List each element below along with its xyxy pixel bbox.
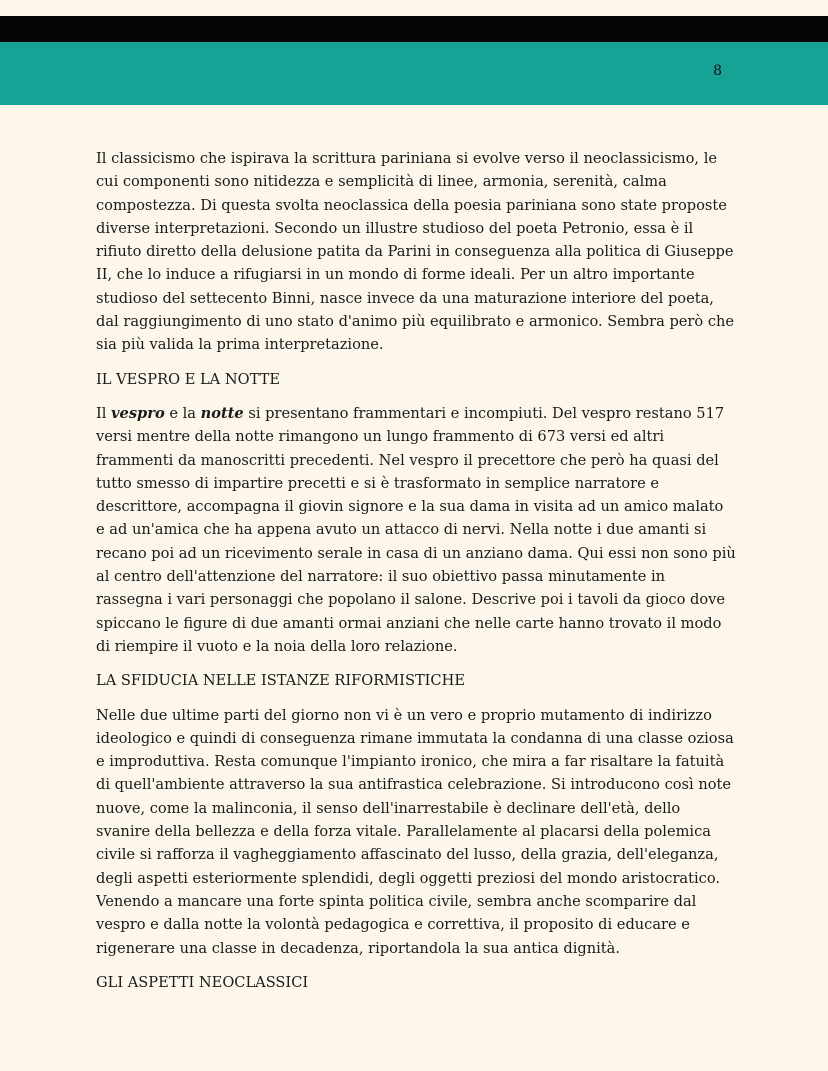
- header-teal-band: [0, 42, 828, 105]
- section-heading-vespro-notte: IL VESPRO E LA NOTTE: [96, 370, 280, 388]
- document-body: [96, 147, 736, 1005]
- paragraph-sfiducia: Nelle due ultime parti del giorno non vi è un vero e proprio mutamento di indirizzo ideologico e quindi di conseguenza rimane immutata la condanna di una classe oziosa e improduttiva. Resta comunque l'impianto ironico, che mira a far risaltare la fatuità di quell'ambiente attraverso la sua antifrastica celebrazione. Si introducono così note nuove, come la malinconia, il senso dell'inarrestabile è declinare dell'età, dello svanire della bellezza e della forza vitale. Parallelamente al placarsi della polemica civile si rafforza il vagheggiamento affascinato del lusso, della grazia, dell'eleganza, degli aspetti esteriormente splendidi, degli oggetti preziosi del mondo aristocratico. Venendo a mancare una forte spinta politica civile, sembra anche scomparire dal vespro e dalla notte la volontà pedagogica e correttiva, il proposito di educare e rigenerare una classe in decadenza, riportandola la sua antica dignità.: [96, 706, 734, 957]
- paragraph-rest-text: si presentano frammentari e incompiuti. Del vespro restano 517 versi mentre della notte rimangono un lungo frammento di 673 versi ed altri frammenti da manoscritti precedenti. Nel vespro il precettore che però ha quasi del tutto smesso di impartire precetti e si è trasformato in semplice narratore e descrittore, accompagna il giovin signore e la sua dama in visita ad un amico malato e ad un'amica che ha appena avuto un attacco di nervi. Nella notte i due amanti si recano poi ad un ricevimento serale in casa di un anziano dama. Qui essi non sono più al centro dell'attenzione del narratore: il suo obiettivo passa minutamente in rassegna i vari personaggi che popolano il salone. Descrive poi i tavoli da gioco dove spiccano le figure di due amanti ormai anziani che nelle carte hanno trovato il modo di riempire il vuoto e la noia della loro relazione.: [96, 404, 736, 655]
- top-margin-strip: [0, 0, 828, 16]
- paragraph-mid-text: e la: [164, 404, 201, 422]
- section-heading-sfiducia: LA SFIDUCIA NELLE ISTANZE RIFORMISTICHE: [96, 672, 465, 690]
- emphasis-vespro: vespro: [111, 404, 165, 422]
- header-black-band: [0, 16, 828, 42]
- emphasis-notte: notte: [200, 404, 244, 422]
- paragraph-neoclassicism: Il classicismo che ispirava la scrittura pariniana si evolve verso il neoclassicismo, le cui componenti sono nitidezza e semplicità di linee, armonia, serenità, calma compostezza. Di questa svolta neoclassica della poesia pariniana sono state proposte diverse interpretazioni. Secondo un illustre studioso del poeta Petronio, essa è il rifiuto diretto della delusione patita da Parini in conseguenza alla politica di Giuseppe II, che lo induce a rifugiarsi in un mondo di forme ideali. Per un altro importante studioso del settecento Binni, nasce invece da una maturazione interiore del poeta, dal raggiungimento di uno stato d'animo più equilibrato e armonico. Sembra però che sia più valida la prima interpretazione.: [96, 150, 735, 354]
- page-number: 8: [713, 63, 722, 79]
- paragraph-lead-text: Il: [96, 404, 112, 422]
- section-heading-neoclassici: GLI ASPETTI NEOCLASSICI: [96, 973, 309, 991]
- paragraph-vespro-notte: [96, 402, 736, 658]
